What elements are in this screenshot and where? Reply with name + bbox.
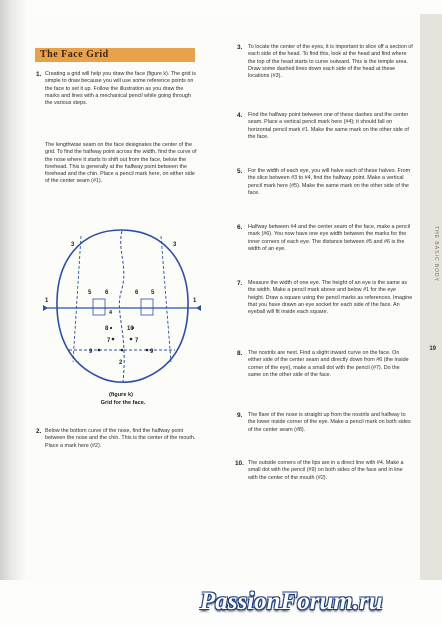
flare-dot-left [110, 327, 112, 329]
step-text: Measure the width of one eye. The height of an eye is the same as the width. Make a pencil mark above and below #1 for the eye height. Draw a square using the pencil marks as references. Imagine that you have drawn an eye socket for each side of the face. An eyeball will fit inside each square. [248, 280, 413, 316]
nostril-dot-right [130, 338, 133, 341]
arrow-left [43, 305, 48, 311]
step-text: The flare of the nose is straight up from the nostrils and halfway to the lower inside corner of the eye. Make a pencil mark on both sides of the center seam (#8). [248, 412, 411, 433]
grid-label-5-left: 5 [88, 290, 92, 296]
page-number: 19 [429, 346, 436, 352]
sidebar-chapter-label: THE BASIC BODY [433, 226, 439, 282]
step-text: The outside corners of the lips are in a direct line with #4. Make a small dot with the pencil (#9) on both sides of the face and in line with the center of the mouth (#2). [248, 460, 404, 481]
step-text: Below the bottom curve of the nose, find the halfway point between the nose and the chin. This is the center of the mouth. Place a mark here (#2). [45, 428, 196, 449]
grid-label-2: 2 [119, 360, 123, 366]
grid-label-3-right: 3 [173, 242, 177, 248]
step-number: 5. [237, 168, 243, 175]
step-number: 2. [36, 428, 42, 435]
face-grid-figure [43, 222, 201, 398]
watermark: PassionForum.ru [200, 588, 383, 615]
step-number: 3. [237, 44, 243, 51]
step-number: 10. [235, 460, 244, 467]
step-text: The nostrils are next. Find a slight inward curve on the face. On either side of the center seam and directly down from #6 (the inside corner of the eye), make a small dot with the pencil (#7). Do the same on the other side of the face. [248, 350, 409, 378]
grid-label-4: 4 [109, 310, 113, 316]
figure-subcaption: Grid for the face. [100, 400, 146, 406]
grid-label-8: 8 [105, 326, 109, 332]
grid-label-1-left: 1 [45, 298, 49, 304]
grid-label-9-left: 9 [89, 349, 93, 355]
chapter-sidebar [420, 14, 442, 580]
mouth-corner-dot-left [98, 349, 101, 352]
step-text: For the width of each eye, you will halve each of these halves. From the slice between #3 to #4, find the halfway point. Make a vertical pencil mark here (#5). Make the same mark on the other side of the face. [248, 168, 411, 196]
step-text: Halfway between #4 and the center seam of the face, make a pencil mark (#6). You now have one eye width between the marks for the inner corners of each eye. The distance between #5 and #6 is the width of an eye. [248, 224, 411, 252]
eye-square-right [141, 299, 153, 315]
grid-label-6-right: 6 [135, 290, 139, 296]
binding-shadow [0, 0, 26, 580]
step-text: Find the halfway point between one of these dashes and the center seam. Place a vertical pencil mark here (#4); it should fall on horizontal pencil mark #1. Make the same mark on the other side of the face. [248, 112, 409, 140]
step-number: 6. [237, 224, 243, 231]
figure-caption: (figure k) [109, 392, 133, 398]
face-grid-drawing [43, 222, 201, 392]
grid-label-9-right: 9 [150, 349, 154, 355]
grid-label-5-right: 5 [151, 290, 155, 296]
eye-square-left [93, 299, 105, 315]
grid-label-10: 10 [127, 326, 134, 332]
grid-label-3-left: 3 [71, 242, 75, 248]
section-title: The Face Grid [40, 49, 109, 60]
step-number: 9. [237, 412, 243, 419]
grid-label-7-left: 7 [107, 338, 111, 344]
paragraph: The lengthwise seam on the face designates the center of the grid. To find the halfway point across the width, find the curve of the nose where it starts to shift out from the face, below the forehead. This is generally at the halfway point between the forehead and the chin. Place a pencil mark here, on either side of the center seam (#1). [45, 142, 197, 185]
step-number: 7. [237, 280, 243, 287]
grid-label-1-right: 1 [193, 298, 197, 304]
step-text: To locate the center of the eyes, it is important to slice off a section of each side of the head. To find this, look at the head and find where the top of the head starts to curve outward. This is the temple area. Draw some dashed lines down each side of the head at these locations (#3). [248, 44, 413, 80]
temple-line-right [161, 236, 171, 362]
grid-label-6-left: 6 [105, 290, 109, 296]
mouth-center-dot [121, 349, 124, 352]
step-number: 1. [36, 71, 42, 78]
mouth-corner-dot-right [146, 349, 149, 352]
arrow-right [196, 305, 201, 311]
temple-line-left [73, 236, 81, 362]
nostril-dot-left [112, 338, 115, 341]
step-number: 4. [237, 112, 243, 119]
step-number: 8. [237, 350, 243, 357]
grid-label-7-right: 7 [135, 338, 139, 344]
step-text: Creating a grid will help you draw the face (figure k). The grid is simple to draw because you will use some reference points on the face to set it up. Follow the illustration as you draw the marks and lines with a mechanical pencil while going through the various steps. [45, 71, 196, 107]
